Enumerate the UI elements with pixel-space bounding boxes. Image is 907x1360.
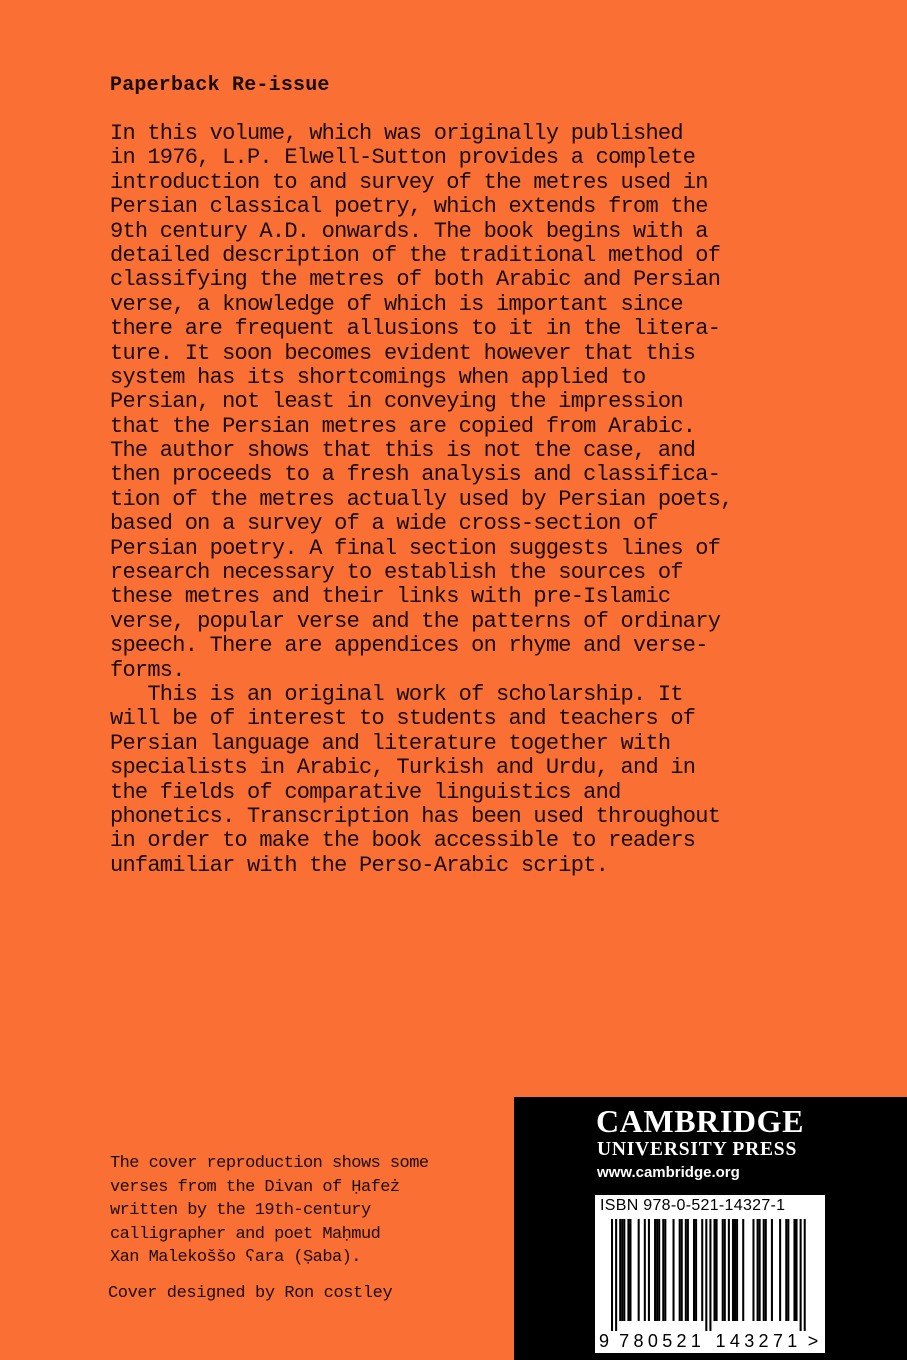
barcode-bar bbox=[662, 1219, 664, 1321]
blurb-line: these metres and their links with pre-Islamic bbox=[110, 584, 671, 610]
blurb-line: Persian poetry. A final section suggests lines of bbox=[110, 535, 721, 561]
barcode-bar bbox=[804, 1219, 806, 1331]
barcode-digit: 8 bbox=[633, 1331, 644, 1351]
cover-note bbox=[110, 1152, 490, 1270]
blurb-line: introduction to and survey of the metres used in bbox=[110, 169, 708, 195]
blurb-line: research necessary to establish the sources of bbox=[110, 560, 683, 586]
barcode-bar bbox=[779, 1219, 781, 1321]
barcode-bar bbox=[765, 1219, 767, 1321]
barcode-bar bbox=[793, 1219, 795, 1321]
barcode-bar bbox=[658, 1219, 660, 1321]
barcode-bar bbox=[681, 1219, 683, 1321]
barcode-bar bbox=[732, 1219, 734, 1321]
blurb-line: In this volume, which was originally published bbox=[110, 121, 683, 146]
barcode-panel bbox=[595, 1195, 825, 1353]
publisher-website: www.cambridge.org bbox=[597, 1164, 740, 1181]
barcode-digit: 9 bbox=[599, 1331, 610, 1351]
barcode-bar bbox=[615, 1219, 617, 1331]
barcode-digit: 4 bbox=[729, 1331, 740, 1351]
barcode-bar bbox=[736, 1219, 738, 1321]
cover-note-line: The cover reproduction shows some bbox=[110, 1154, 429, 1173]
barcode-bar bbox=[796, 1219, 798, 1321]
blurb-line: phonetics. Transcription has been used throughout bbox=[110, 803, 721, 829]
barcode-bar bbox=[679, 1219, 681, 1321]
barcode-bar bbox=[648, 1219, 650, 1321]
barcode-bar bbox=[685, 1219, 687, 1321]
barcode-bar bbox=[623, 1219, 625, 1321]
isbn-label: ISBN 978-0-521-14327-1 bbox=[600, 1197, 786, 1214]
blurb-line: forms. bbox=[110, 657, 185, 683]
cover-note-line: verses from the Divan of Ḥafeż bbox=[110, 1177, 400, 1197]
blurb-line: the fields of comparative linguistics and bbox=[110, 779, 621, 805]
barcode-bar bbox=[627, 1219, 629, 1321]
blurb-line: that the Persian metres are copied from Arabic. bbox=[110, 413, 696, 439]
blurb-line: classifying the metres of both Arabic and Persian bbox=[110, 267, 721, 293]
barcode-digit: 2 bbox=[758, 1331, 769, 1351]
publisher-box bbox=[514, 1097, 907, 1360]
barcode-bar bbox=[763, 1219, 765, 1321]
barcode-digit: 2 bbox=[676, 1331, 687, 1351]
barcode-bar bbox=[619, 1219, 621, 1321]
barcode-bar bbox=[638, 1219, 640, 1321]
blurb-line: system has its shortcomings when applied to bbox=[110, 364, 646, 390]
blurb-line: ture. It soon becomes evident however that this bbox=[110, 340, 696, 366]
barcode-bar bbox=[742, 1219, 744, 1321]
blurb-line: in order to make the book accessible to readers bbox=[110, 828, 696, 854]
publisher-name: CAMBRIDGE bbox=[596, 1103, 805, 1139]
blurb-line: speech. There are appendices on rhyme and verse- bbox=[110, 633, 708, 659]
blurb-line: will be of interest to students and teachers of bbox=[110, 706, 696, 732]
barcode-digit: 1 bbox=[715, 1331, 726, 1351]
publisher-subtitle: UNIVERSITY PRESS bbox=[597, 1139, 798, 1160]
barcode-digit: 3 bbox=[744, 1331, 755, 1351]
barcode-bar bbox=[654, 1219, 656, 1321]
barcode-bar bbox=[611, 1219, 613, 1331]
barcode-bar bbox=[629, 1219, 631, 1321]
cover-note-line: Xan Malekoššo ʕara (Ṣaba). bbox=[110, 1248, 361, 1268]
blurb-line: 9th century A.D. onwards. The book begins with a bbox=[110, 218, 708, 244]
barcode-bar bbox=[722, 1219, 724, 1321]
cover-note-line: calligrapher and poet Maḥmud bbox=[110, 1224, 381, 1244]
cover-note-line: written by the 19th-century bbox=[110, 1201, 371, 1221]
blurb-line: then proceeds to a fresh analysis and classifica- bbox=[110, 462, 721, 488]
barcode-icon bbox=[595, 1195, 825, 1353]
barcode-bar bbox=[752, 1219, 754, 1321]
barcode-bar bbox=[687, 1219, 689, 1321]
barcode-bar bbox=[716, 1219, 718, 1321]
blurb-line: This is an original work of scholarship. It bbox=[110, 681, 683, 707]
barcode-bar bbox=[759, 1219, 761, 1321]
barcode-bar bbox=[695, 1219, 697, 1321]
barcode-bar bbox=[757, 1219, 759, 1321]
blurb-line: verse, popular verse and the patterns of ordinary bbox=[110, 608, 721, 634]
barcode-digit: 7 bbox=[619, 1331, 630, 1351]
barcode-digit: 5 bbox=[662, 1331, 673, 1351]
barcode-digit: > bbox=[807, 1331, 819, 1351]
barcode-digit: 1 bbox=[690, 1331, 701, 1351]
barcode-bar bbox=[705, 1219, 707, 1331]
barcode-bar bbox=[656, 1219, 658, 1321]
barcode-digit: 7 bbox=[772, 1331, 783, 1351]
barcode-bar bbox=[664, 1219, 666, 1321]
barcode-bar bbox=[709, 1219, 711, 1331]
barcode-bar bbox=[734, 1219, 736, 1321]
barcode-bar bbox=[728, 1219, 730, 1321]
blurb-line: unfamiliar with the Perso-Arabic script. bbox=[110, 852, 609, 878]
barcode-bar bbox=[621, 1219, 623, 1321]
blurb-line: in 1976, L.P. Elwell-Sutton provides a complete bbox=[110, 145, 696, 171]
blurb-line: Persian classical poetry, which extends from the bbox=[110, 194, 708, 220]
barcode-bar bbox=[714, 1219, 716, 1321]
blurb-line: The author shows that this is not the case, and bbox=[110, 438, 696, 464]
cover-credit: Cover designed by Ron costley bbox=[108, 1284, 393, 1303]
barcode-bar bbox=[785, 1219, 787, 1321]
blurb-line: specialists in Arabic, Turkish and Urdu, and in bbox=[110, 755, 696, 781]
blurb-line: Persian, not least in conveying the impression bbox=[110, 389, 683, 415]
barcode-bar bbox=[693, 1219, 695, 1321]
blurb-line: based on a survey of a wide cross-section of bbox=[110, 511, 658, 537]
barcode-bar bbox=[673, 1219, 675, 1321]
blurb-line: detailed description of the traditional method of bbox=[110, 242, 721, 268]
blurb-line: verse, a knowledge of which is important since bbox=[110, 291, 683, 317]
section-heading: Paperback Re-issue bbox=[110, 74, 330, 97]
blurb-text bbox=[110, 122, 810, 878]
blurb-line: tion of the metres actually used by Persian poets, bbox=[110, 486, 733, 512]
barcode-bar bbox=[771, 1219, 773, 1321]
barcode-digit: 0 bbox=[647, 1331, 658, 1351]
barcode-bar bbox=[787, 1219, 789, 1321]
barcode-bar bbox=[724, 1219, 726, 1321]
barcode-bar bbox=[800, 1219, 802, 1331]
blurb-line: there are frequent allusions to it in the litera- bbox=[110, 316, 721, 342]
blurb-line: Persian language and literature together with bbox=[110, 730, 671, 756]
barcode-bar bbox=[701, 1219, 703, 1321]
barcode-digit: 1 bbox=[787, 1331, 798, 1351]
barcode-bar bbox=[644, 1219, 646, 1321]
